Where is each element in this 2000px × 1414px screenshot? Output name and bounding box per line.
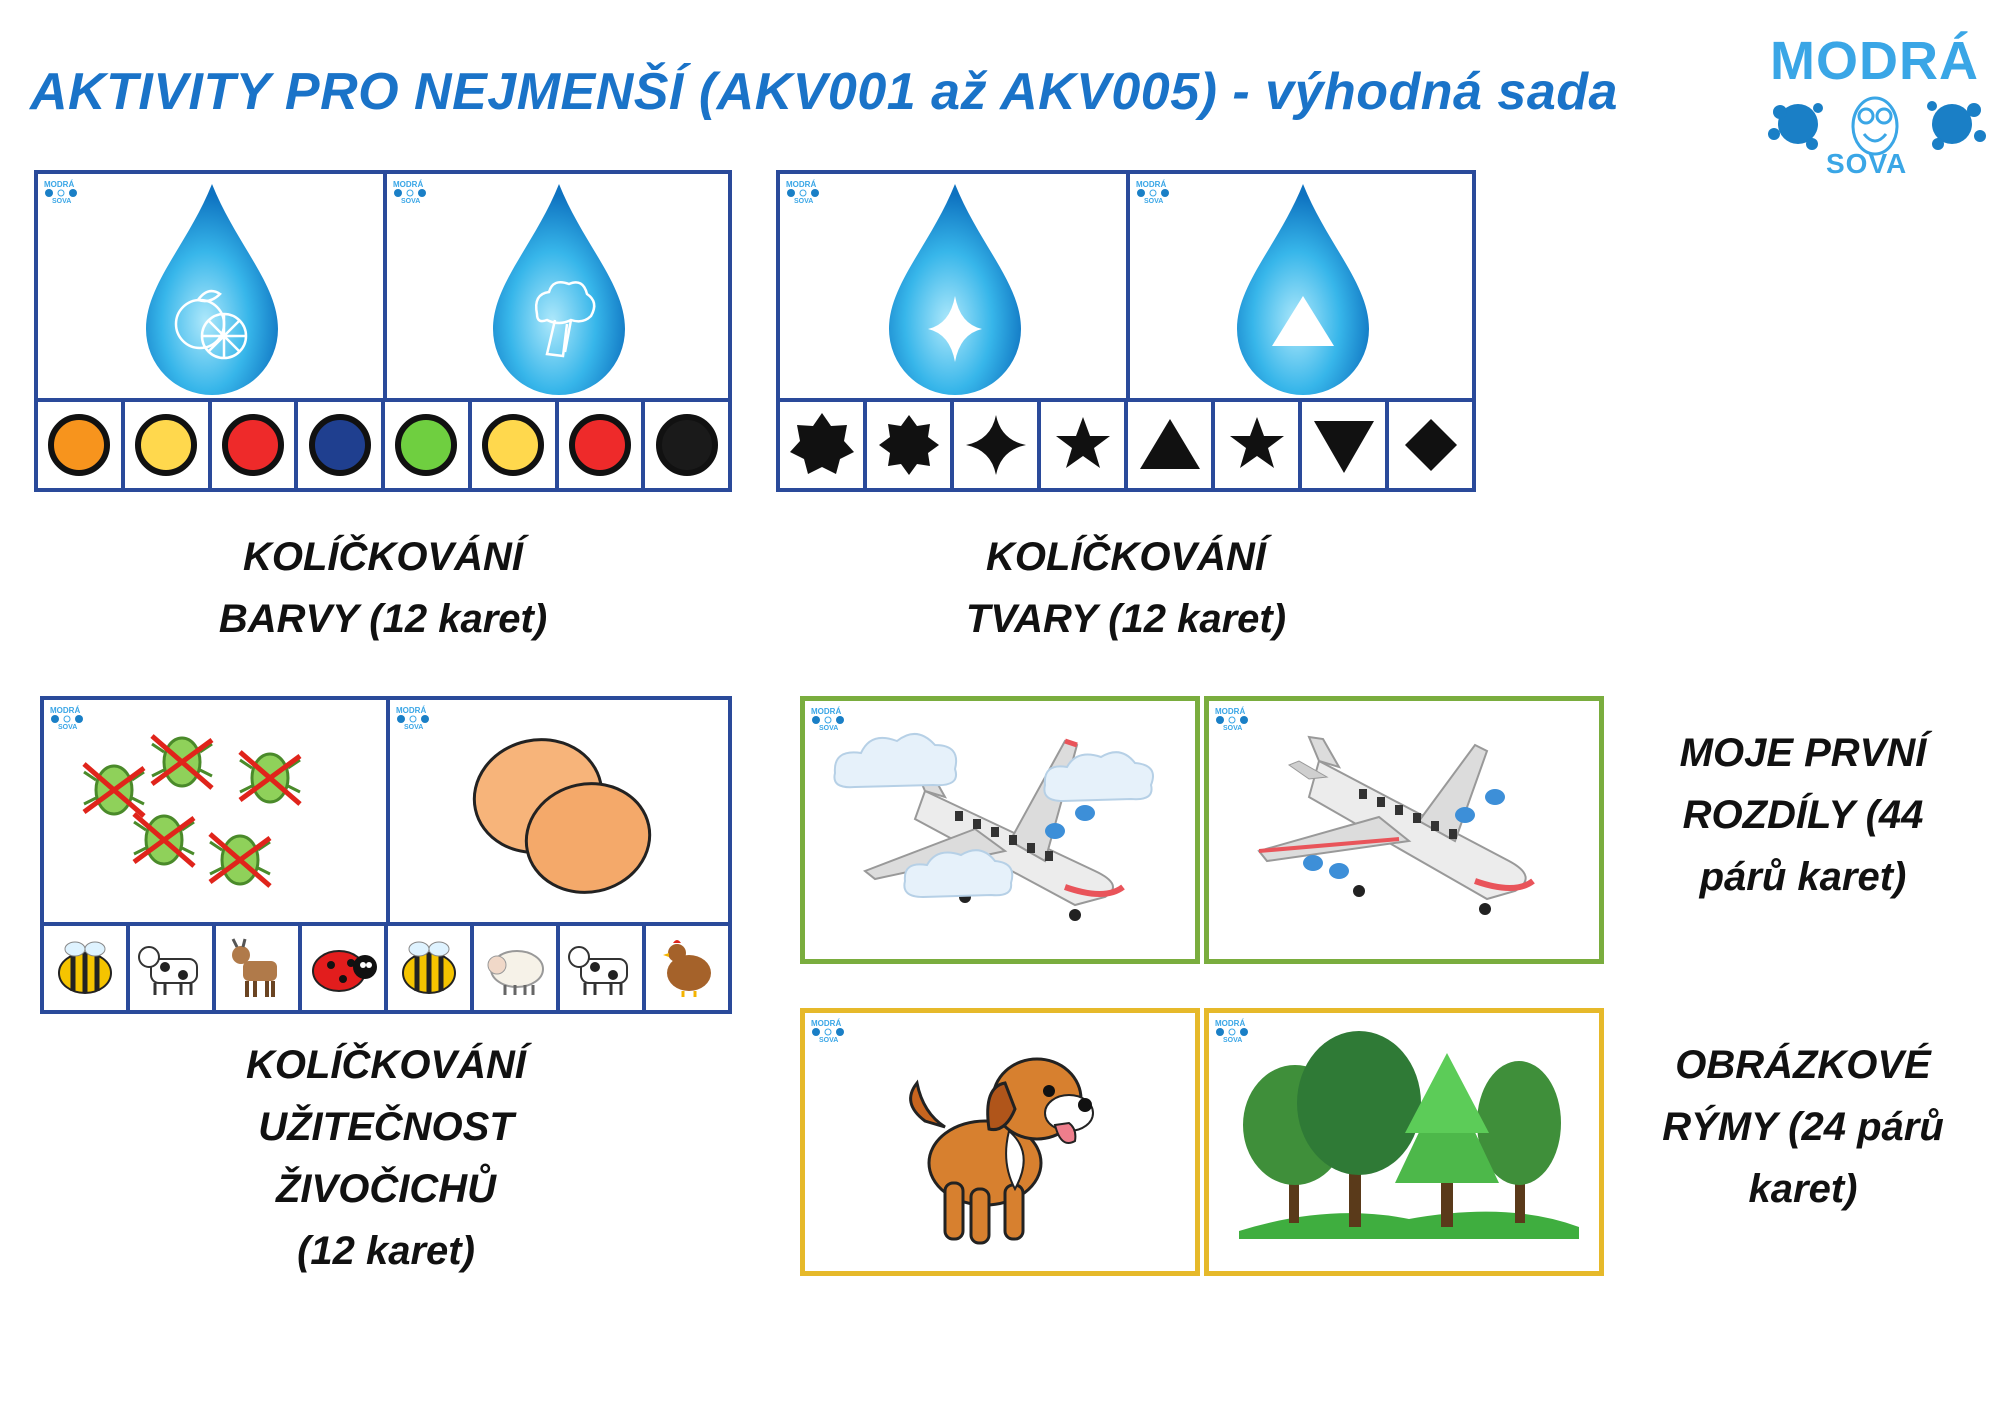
caption-animals	[40, 1034, 732, 1282]
yellow-dot-icon	[480, 412, 546, 478]
yellow-dot-icon	[133, 412, 199, 478]
triangle-icon	[1135, 410, 1205, 480]
eight-point-star-icon	[874, 410, 944, 480]
brand-logo	[1760, 30, 2000, 190]
shape-cell[interactable]	[1215, 402, 1302, 488]
goat-icon	[221, 935, 293, 1001]
card-panel-eggs	[390, 700, 732, 926]
bee-icon	[49, 935, 121, 1001]
mini-logo: MODRÁ SOVA	[50, 706, 84, 734]
logo-word-bottom: SOVA	[1826, 148, 1908, 179]
caption-line: ROZDÍLY (44	[1682, 793, 1924, 837]
color-dot-cell[interactable]	[559, 402, 646, 488]
card-panel-aphids	[44, 700, 390, 926]
logo-word-top: MODRÁ	[1770, 31, 1979, 91]
five-point-star-icon	[1048, 410, 1118, 480]
shape-strip	[780, 398, 1472, 488]
ladybug-icon	[307, 935, 379, 1001]
color-strip	[38, 398, 728, 488]
shape-cell[interactable]	[1389, 402, 1472, 488]
cow-icon	[565, 935, 637, 1001]
animal-cell[interactable]	[130, 926, 216, 1010]
caption-colors	[34, 526, 732, 650]
hen-icon	[651, 935, 723, 1001]
color-dot-cell[interactable]	[212, 402, 299, 488]
color-dot-cell[interactable]	[472, 402, 559, 488]
water-drop-icon	[1130, 174, 1476, 402]
board-shapes	[776, 170, 1476, 492]
board-animals	[40, 696, 732, 1014]
animal-cell[interactable]	[560, 926, 646, 1010]
animal-cell[interactable]	[216, 926, 302, 1010]
board-colors	[34, 170, 732, 492]
cow-icon	[135, 935, 207, 1001]
seven-point-star-icon	[787, 410, 857, 480]
caption-line: OBRÁZKOVÉ	[1675, 1043, 1931, 1087]
caption-rhymes	[1606, 1034, 2000, 1220]
caption-line: MOJE PRVNÍ	[1679, 731, 1927, 775]
shape-cell[interactable]	[1041, 402, 1128, 488]
orange-dot-icon	[46, 412, 112, 478]
black-dot-icon	[654, 412, 720, 478]
rhyme-card-right[interactable]	[1204, 1008, 1604, 1276]
crossed-aphids-icon	[44, 700, 390, 926]
five-point-star-icon	[1222, 410, 1292, 480]
water-drop-icon	[387, 174, 732, 402]
mini-logo: MODRÁ SOVA	[786, 180, 820, 208]
down-triangle-icon	[1309, 410, 1379, 480]
card-panel-triangle	[1130, 174, 1476, 402]
red-dot-icon	[220, 412, 286, 478]
caption-line: KOLÍČKOVÁNÍ	[246, 1043, 526, 1087]
green-dot-icon	[393, 412, 459, 478]
mini-logo: MODRÁ SOVA	[396, 706, 430, 734]
airplane-icon	[1209, 701, 1599, 959]
shape-cell[interactable]	[1302, 402, 1389, 488]
rhyme-card-left[interactable]	[800, 1008, 1200, 1276]
color-dot-cell[interactable]	[385, 402, 472, 488]
red-dot-icon	[567, 412, 633, 478]
shape-cell[interactable]	[867, 402, 954, 488]
difference-card-right[interactable]	[1204, 696, 1604, 964]
airplane-with-clouds-icon	[805, 701, 1195, 959]
bee-icon	[393, 935, 465, 1001]
caption-line: RÝMY (24 párů	[1662, 1105, 1944, 1149]
card-panel-star	[780, 174, 1130, 402]
caption-line: BARVY (12 karet)	[218, 597, 548, 641]
water-drop-icon	[780, 174, 1130, 402]
caption-line: KOLÍČKOVÁNÍ	[243, 535, 523, 579]
blue-dot-icon	[307, 412, 373, 478]
mini-logo: MODRÁ SOVA	[393, 180, 427, 208]
mini-logo: MODRÁ SOVA	[1136, 180, 1170, 208]
difference-card-left[interactable]	[800, 696, 1200, 964]
animal-cell[interactable]	[388, 926, 474, 1010]
animal-cell[interactable]	[302, 926, 388, 1010]
color-dot-cell[interactable]	[645, 402, 728, 488]
diamond-icon	[1396, 410, 1466, 480]
water-drop-icon	[38, 174, 387, 402]
caption-line: párů karet)	[1699, 855, 1907, 899]
caption-shapes	[776, 526, 1476, 650]
mini-logo: MODRÁ SOVA	[1215, 707, 1249, 735]
page-title: AKTIVITY PRO NEJMENŠÍ (AKV001 až AKV005) - výhodná sada	[30, 63, 1618, 121]
color-dot-cell[interactable]	[38, 402, 125, 488]
animal-cell[interactable]	[474, 926, 560, 1010]
animal-cell[interactable]	[44, 926, 130, 1010]
caption-line: TVARY (12 karet)	[965, 597, 1287, 641]
mini-logo: MODRÁ SOVA	[1215, 1019, 1249, 1047]
color-dot-cell[interactable]	[125, 402, 212, 488]
caption-line: ŽIVOČICHŮ	[276, 1167, 496, 1211]
four-point-star-icon	[961, 410, 1031, 480]
mini-logo: MODRÁ SOVA	[811, 707, 845, 735]
shape-cell[interactable]	[1128, 402, 1215, 488]
animal-cell[interactable]	[646, 926, 728, 1010]
sheep-icon	[479, 935, 551, 1001]
color-dot-cell[interactable]	[298, 402, 385, 488]
shape-cell[interactable]	[954, 402, 1041, 488]
caption-line: KOLÍČKOVÁNÍ	[986, 535, 1266, 579]
card-panel-fruit	[38, 174, 387, 402]
card-panel-broccoli	[387, 174, 732, 402]
caption-line: karet)	[1748, 1167, 1858, 1211]
caption-line: (12 karet)	[297, 1229, 475, 1273]
shape-cell[interactable]	[780, 402, 867, 488]
caption-differences	[1606, 722, 2000, 908]
animal-strip	[44, 922, 728, 1010]
eggs-icon	[390, 700, 732, 926]
dog-icon	[805, 1013, 1195, 1271]
mini-logo: MODRÁ SOVA	[811, 1019, 845, 1047]
forest-icon	[1209, 1013, 1599, 1271]
caption-line: UŽITEČNOST	[258, 1105, 514, 1149]
mini-logo: MODRÁ SOVA	[44, 180, 78, 208]
